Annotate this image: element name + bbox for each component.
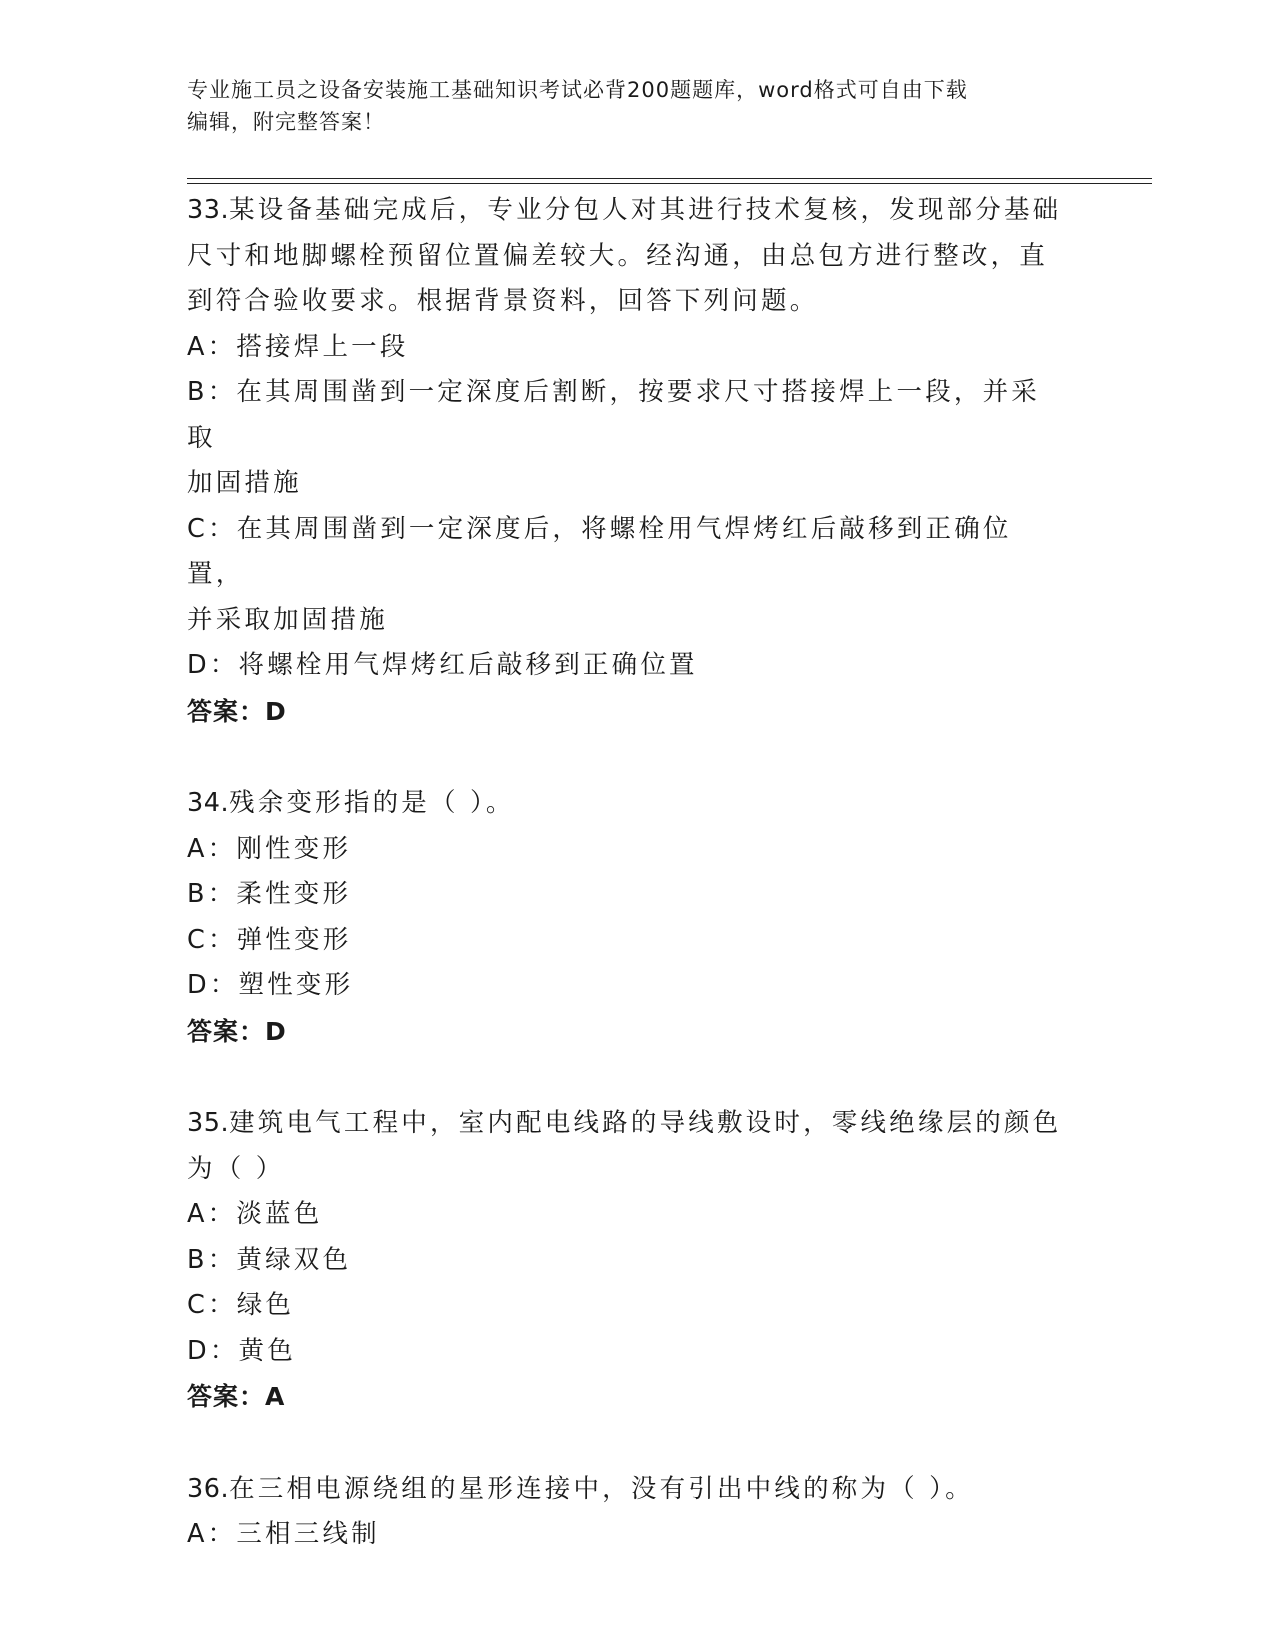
question-number: 36. [187, 1473, 230, 1504]
option-a: A：三相三线制 [187, 1519, 380, 1549]
option-b: B：黄绿双色 [187, 1244, 352, 1275]
question-36 [187, 1467, 1067, 1558]
option-d: D：塑性变形 [187, 970, 354, 1000]
document-header [187, 74, 1067, 138]
question-text: 建筑电气工程中，室内配电线路的导线敷设时，零线绝缘层的颜色 [229, 1108, 1062, 1138]
question-stem-line: 到符合验收要求。根据背景资料，回答下列问题。 [187, 286, 819, 316]
option-b: B：柔性变形 [187, 879, 352, 909]
option-d: D：黄色 [187, 1335, 296, 1366]
question-35 [187, 1101, 1067, 1420]
question-stem-line [187, 188, 1067, 234]
question-stem-line: 为（ ） [187, 1153, 285, 1184]
option-a: A：淡蓝色 [187, 1199, 323, 1229]
header-divider-top [187, 178, 1152, 179]
option-a: A：刚性变形 [187, 833, 352, 864]
option-b: B：在其周围凿到一定深度后割断，按要求尺寸搭接焊上一段，并采取 [187, 377, 1040, 453]
question-number: 35. [187, 1108, 230, 1138]
option-c: C：绿色 [187, 1290, 295, 1320]
question-number: 34. [187, 788, 230, 818]
option-c: C：在其周围凿到一定深度后，将螺栓用气焊烤红后敲移到正确位置， [187, 513, 1012, 589]
option-d: D：将螺栓用气焊烤红后敲移到正确位置 [187, 650, 698, 680]
option-c: C：弹性变形 [187, 924, 352, 955]
question-stem-line: 尺寸和地脚螺栓预留位置偏差较大。经沟通，由总包方进行整改，直 [187, 240, 1049, 271]
question-34 [187, 781, 1067, 1054]
answer-label: 答案：D [187, 696, 287, 726]
answer-label: 答案：A [187, 1382, 286, 1411]
question-text: 在三相电源绕组的星形连接中，没有引出中线的称为（ ）。 [229, 1473, 974, 1504]
question-list [187, 188, 1067, 1605]
option-a: A：搭接焊上一段 [187, 331, 409, 362]
header-title-line-2: 编辑，附完整答案！ [187, 110, 385, 134]
question-stem-line [187, 781, 1067, 827]
option-b-continued: 加固措施 [187, 468, 302, 498]
header-title-line-1: 专业施工员之设备安装施工基础知识考试必背200题题库，word格式可自由下载 [187, 78, 968, 102]
answer-label: 答案：D [187, 1016, 287, 1046]
question-stem-line [187, 1467, 1067, 1513]
question-number: 33. [187, 195, 230, 225]
question-text: 残余变形指的是（ ）。 [229, 788, 515, 818]
header-divider-bottom [187, 183, 1152, 184]
question-33 [187, 188, 1067, 734]
question-stem-line [187, 1101, 1067, 1147]
option-c-continued: 并采取加固措施 [187, 604, 388, 635]
question-text: 某设备基础完成后，专业分包人对其进行技术复核，发现部分基础 [229, 195, 1062, 225]
